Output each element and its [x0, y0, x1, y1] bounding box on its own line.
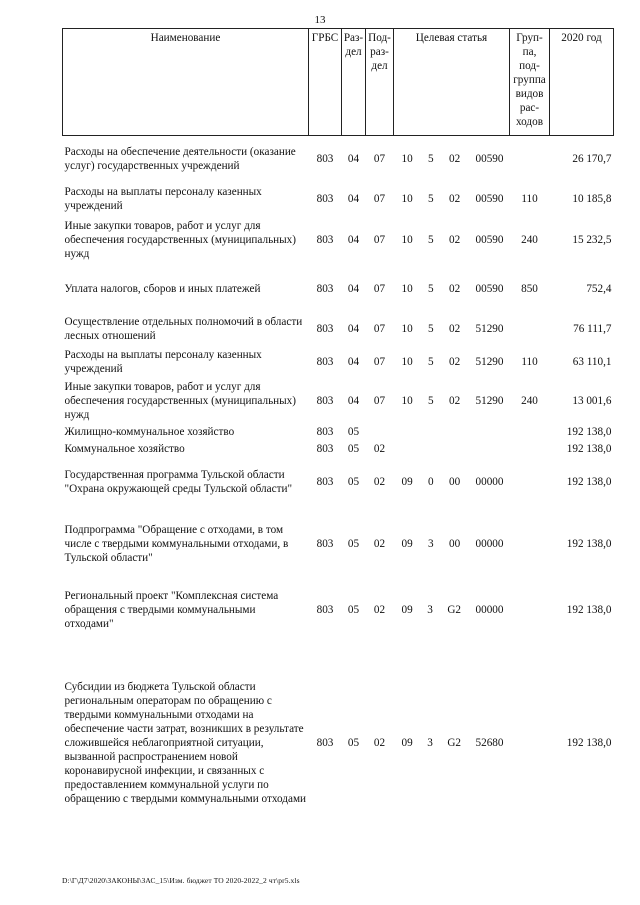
- row-name: Региональный проект "Комплексная система обращения с твердыми коммунальными отходами": [64, 589, 279, 630]
- row-expense-group: 850: [521, 282, 538, 295]
- target-part-2: 5: [428, 233, 434, 246]
- table-row: [63, 582, 614, 638]
- row-razdel: 05: [347, 443, 360, 455]
- row-podrazdel: 02: [373, 443, 386, 455]
- row-amount: 13 001,6: [572, 394, 612, 407]
- target-part-1: 10: [401, 394, 413, 407]
- page-number: 13: [314, 14, 326, 26]
- target-part-2: 5: [428, 355, 434, 368]
- target-part-2: 0: [428, 475, 434, 488]
- row-expense-group: [510, 424, 550, 441]
- row-podrazdel: 07: [373, 233, 386, 246]
- file-path-footer: D:\Г\Д7\2020\ЗАКОНЫ\ЗАС_15\Изм. бюджет ТО 2020-2022_2 чт\pr5.xls: [62, 876, 300, 885]
- row-expense-group: 240: [521, 394, 538, 407]
- target-part-2: 3: [427, 603, 433, 616]
- table-row: [63, 136, 614, 182]
- target-part-4: 51290: [475, 394, 504, 407]
- row-amount: 63 110,1: [572, 355, 612, 368]
- target-part-3: G2: [447, 736, 461, 749]
- target-part-4: 00590: [475, 152, 504, 165]
- row-grbs: 803: [316, 426, 334, 438]
- row-podrazdel: 07: [373, 192, 386, 205]
- target-part-4: 00590: [475, 192, 504, 205]
- target-part-4: 52680: [475, 736, 504, 749]
- row-razdel: 04: [347, 152, 360, 165]
- row-podrazdel: 07: [373, 394, 386, 407]
- target-part-1: 10: [401, 192, 413, 205]
- row-grbs: 803: [316, 537, 334, 550]
- row-razdel: 04: [347, 394, 360, 407]
- row-name: Расходы на выплаты персоналу казенных учреждений: [64, 348, 262, 375]
- row-amount: 192 138,0: [566, 603, 612, 616]
- table-row: [63, 458, 614, 506]
- row-podrazdel: 02: [373, 537, 386, 550]
- row-grbs: 803: [316, 443, 334, 455]
- row-target-article: [394, 378, 510, 424]
- target-part-1: 10: [401, 282, 413, 295]
- row-target-article: [394, 650, 510, 836]
- target-part-1: 09: [401, 603, 413, 616]
- header-podrazdel: Под-раз-дел: [366, 29, 394, 136]
- target-part-2: 5: [428, 152, 434, 165]
- row-target-article: [394, 458, 510, 506]
- row-amount: 15 232,5: [572, 233, 612, 246]
- header-group: Груп-па, под-группа видов рас-ходов: [510, 29, 550, 136]
- target-part-2: 5: [428, 282, 434, 295]
- row-name: Иные закупки товаров, работ и услуг для обеспечения государственных (муниципальных) нужд: [64, 219, 296, 260]
- row-target-article: [394, 516, 510, 572]
- row-expense-group: [510, 582, 550, 638]
- row-name: Расходы на выплаты персоналу казенных учреждений: [64, 185, 262, 212]
- row-target-article: [394, 136, 510, 182]
- row-name: Уплата налогов, сборов и иных платежей: [64, 282, 261, 295]
- target-part-4: 00590: [475, 233, 504, 246]
- row-podrazdel: 02: [373, 736, 386, 749]
- row-name: Государственная программа Тульской области "Охрана окружающей среды Тульской области": [64, 468, 293, 495]
- target-part-2: 3: [428, 537, 434, 550]
- header-razdel: Раз-дел: [342, 29, 366, 136]
- row-razdel: 05: [347, 603, 360, 616]
- target-part-3: 02: [448, 355, 461, 368]
- row-razdel: 04: [347, 233, 360, 246]
- row-target-article: [394, 424, 510, 441]
- header-row: [63, 29, 614, 136]
- table-row: [63, 378, 614, 424]
- row-razdel: 04: [347, 282, 360, 295]
- target-part-2: 5: [428, 394, 434, 407]
- row-podrazdel: 07: [373, 322, 386, 335]
- target-part-1: 10: [401, 233, 413, 246]
- table-row: [63, 424, 614, 441]
- row-amount: 192 138,0: [566, 736, 612, 749]
- row-name: Осуществление отдельных полномочий в области лесных отношений: [64, 315, 303, 342]
- row-grbs: 803: [316, 394, 334, 407]
- target-part-4: 51290: [475, 355, 504, 368]
- row-expense-group: [510, 458, 550, 506]
- row-name: Коммунальное хозяйство: [64, 443, 185, 455]
- row-razdel: 05: [347, 426, 360, 438]
- row-target-article: [394, 312, 510, 346]
- row-name: Субсидии из бюджета Тульской области региональным операторам по обращению с твердыми коммунальными отходами на обеспечение части затрат, возникших в результате сложившейся неблагоприятной ситуации, вызванной распространением новой коронавирусной инфекции, и связанных с предоставлением коммунальной услуги по обращению с твердыми коммунальными отходами: [64, 680, 307, 805]
- row-amount: 192 138,0: [566, 426, 612, 438]
- target-part-4: 51290: [475, 322, 504, 335]
- row-amount: 192 138,0: [566, 537, 612, 550]
- row-podrazdel: [366, 424, 394, 441]
- target-part-3: 02: [448, 322, 461, 335]
- target-part-1: 10: [401, 355, 413, 368]
- target-part-3: 02: [448, 152, 461, 165]
- target-part-4: 00000: [475, 475, 504, 488]
- target-part-3: 00: [448, 537, 461, 550]
- row-expense-group: [510, 650, 550, 836]
- row-spacer: [63, 506, 614, 516]
- row-amount: 192 138,0: [566, 475, 612, 488]
- table-row: [63, 216, 614, 264]
- target-part-1: 09: [401, 537, 413, 550]
- header-grbs: ГРБС: [309, 29, 342, 136]
- row-name: Жилищно-коммунальное хозяйство: [64, 426, 235, 438]
- row-expense-group: [510, 441, 550, 458]
- row-razdel: 04: [347, 355, 360, 368]
- row-razdel: 05: [347, 475, 360, 488]
- header-target: Целевая статья: [394, 29, 510, 136]
- row-expense-group: [510, 312, 550, 346]
- row-grbs: 803: [316, 322, 334, 335]
- row-target-article: [394, 582, 510, 638]
- row-grbs: 803: [316, 233, 334, 246]
- table-row: [63, 441, 614, 458]
- row-name: Иные закупки товаров, работ и услуг для обеспечения государственных (муниципальных) нужд: [64, 380, 296, 421]
- row-name: Подпрограмма "Обращение с отходами, в том числе с твердыми коммунальными отходами, в Тульской области": [64, 523, 289, 564]
- row-grbs: 803: [316, 282, 334, 295]
- row-target-article: [394, 272, 510, 306]
- row-grbs: 803: [316, 603, 334, 616]
- row-podrazdel: 02: [373, 603, 386, 616]
- target-part-3: 02: [448, 233, 461, 246]
- row-grbs: 803: [316, 192, 334, 205]
- table-row: [63, 272, 614, 306]
- row-spacer: [63, 572, 614, 582]
- target-part-1: 09: [401, 736, 413, 749]
- table-row: [63, 516, 614, 572]
- row-target-article: [394, 441, 510, 458]
- row-spacer: [63, 264, 614, 272]
- row-target-article: [394, 182, 510, 216]
- row-podrazdel: 07: [373, 152, 386, 165]
- target-part-4: 00000: [475, 603, 504, 616]
- header-name: Наименование: [63, 29, 309, 136]
- target-part-3: 02: [448, 192, 461, 205]
- row-razdel: 04: [347, 192, 360, 205]
- target-part-3: 02: [448, 394, 461, 407]
- row-amount: 10 185,8: [572, 192, 612, 205]
- table-row: [63, 312, 614, 346]
- row-grbs: 803: [316, 736, 334, 749]
- row-razdel: 04: [347, 322, 360, 335]
- target-part-3: 00: [448, 475, 461, 488]
- target-part-3: G2: [447, 603, 461, 616]
- target-part-4: 00590: [475, 282, 504, 295]
- table-row: [63, 346, 614, 378]
- row-grbs: 803: [316, 355, 334, 368]
- header-year: 2020 год: [550, 29, 614, 136]
- budget-table: [62, 28, 614, 836]
- row-amount: 76 111,7: [573, 322, 612, 335]
- target-part-1: 09: [401, 475, 413, 488]
- row-grbs: 803: [316, 152, 334, 165]
- row-podrazdel: 02: [373, 475, 386, 488]
- row-amount: 192 138,0: [566, 443, 612, 455]
- row-target-article: [394, 216, 510, 264]
- row-amount: 752,4: [586, 282, 612, 295]
- row-razdel: 05: [347, 537, 360, 550]
- table-row: [63, 650, 614, 836]
- target-part-3: 02: [448, 282, 461, 295]
- table-body: [63, 136, 614, 836]
- row-podrazdel: 07: [373, 282, 386, 295]
- row-target-article: [394, 346, 510, 378]
- row-grbs: 803: [316, 475, 334, 488]
- row-name: Расходы на обеспечение деятельности (оказание услуг) государственных учреждений: [64, 145, 296, 172]
- target-part-2: 5: [428, 192, 434, 205]
- target-part-4: 00000: [475, 537, 504, 550]
- table-row: [63, 182, 614, 216]
- target-part-2: 3: [427, 736, 433, 749]
- row-amount: 26 170,7: [572, 152, 612, 165]
- row-podrazdel: 07: [373, 355, 386, 368]
- row-razdel: 05: [347, 736, 360, 749]
- target-part-1: 10: [401, 322, 413, 335]
- row-expense-group: [510, 516, 550, 572]
- row-spacer: [63, 638, 614, 650]
- row-expense-group: [510, 136, 550, 182]
- row-expense-group: 110: [521, 355, 538, 368]
- row-expense-group: 240: [521, 233, 538, 246]
- row-expense-group: 110: [521, 192, 538, 205]
- target-part-2: 5: [428, 322, 434, 335]
- target-part-1: 10: [401, 152, 413, 165]
